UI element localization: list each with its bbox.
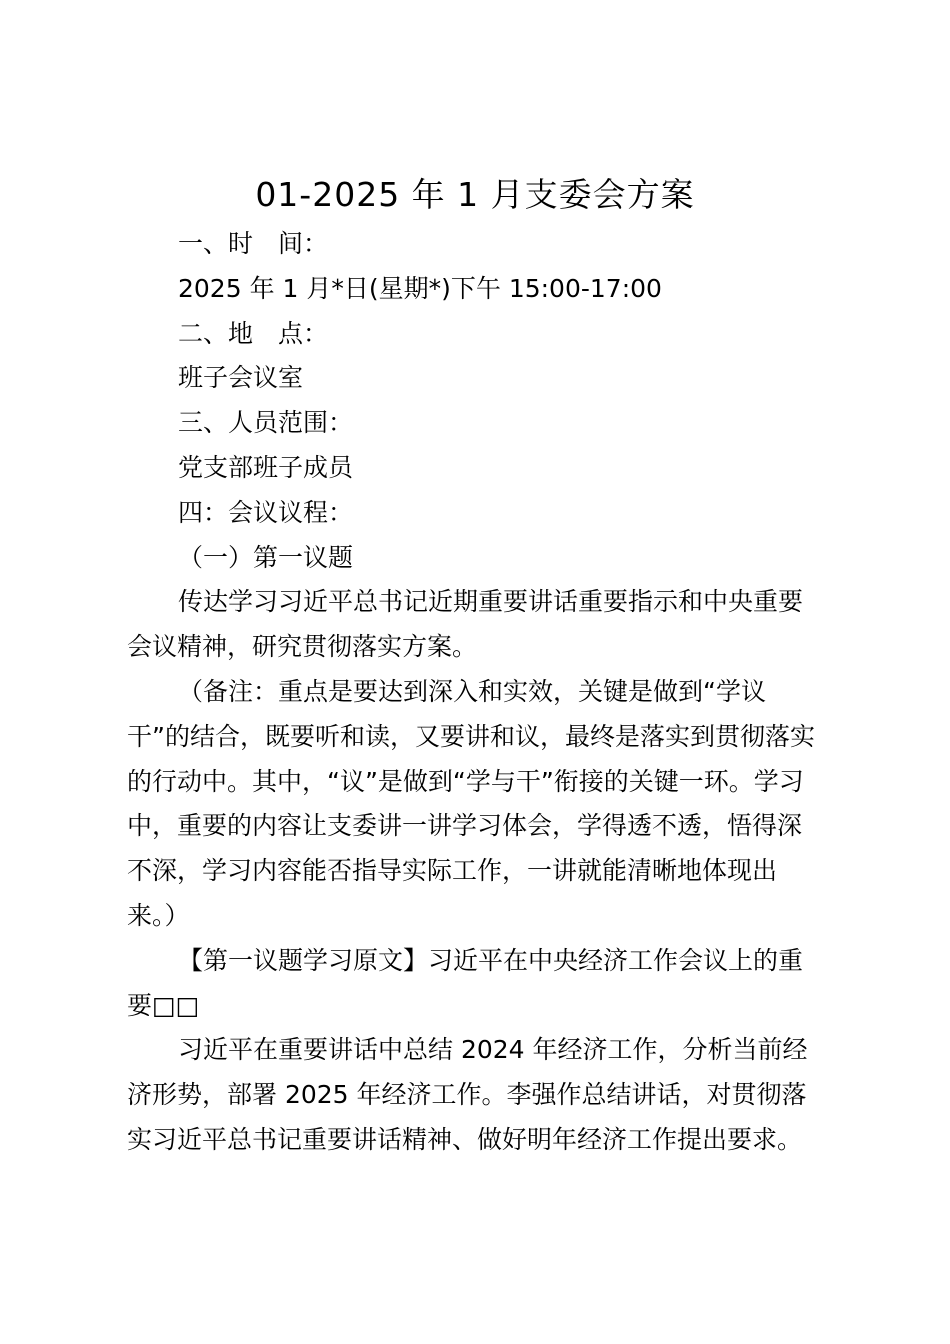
- meeting-time: 2025 年 1 月*日(星期*)下午 15:00-17:00: [178, 273, 662, 303]
- document-title: 01-2025 年 1 月支委会方案: [255, 175, 695, 214]
- note-line: 来。）: [127, 900, 190, 930]
- note-line: （备注：重点是要达到深入和实效，关键是做到“学议: [178, 676, 766, 706]
- paragraph-line: 会议精神，研究贯彻落实方案。: [127, 632, 478, 662]
- meeting-location: 班子会议室: [178, 363, 304, 393]
- section-heading-agenda: 四：会议议程：: [178, 497, 354, 527]
- paragraph-line: 济形势，部署 2025 年经济工作。李强作总结讲话，对贯彻落: [127, 1080, 807, 1110]
- agenda-item-heading: （一）第一议题: [178, 542, 354, 572]
- meeting-attendees: 党支部班子成员: [178, 452, 354, 482]
- section-heading-time: 一、时 间：: [178, 229, 329, 258]
- section-heading-location: 二、地 点：: [178, 318, 329, 348]
- note-line: 的行动中。其中，“议”是做到“学与干”衔接的关键一环。学习: [127, 766, 804, 796]
- paragraph-line: 实习近平总书记重要讲话精神、做好明年经济工作提出要求。: [127, 1124, 803, 1154]
- note-line: 不深，学习内容能否指导实际工作，一讲就能清晰地体现出: [127, 856, 778, 886]
- section-heading-attendees: 三、人员范围：: [178, 408, 354, 438]
- note-line: 中，重要的内容让支委讲一讲学习体会，学得透不透，悟得深: [127, 811, 803, 841]
- note-line: 干”的结合，既要听和读，又要讲和议，最终是落实到贯彻落实: [127, 721, 815, 751]
- source-text-heading: 要□□: [127, 990, 200, 1020]
- paragraph-line: 习近平在重要讲话中总结 2024 年经济工作，分析当前经: [178, 1035, 808, 1065]
- document-body: [127, 222, 837, 1163]
- paragraph-line: 传达学习习近平总书记近期重要讲话重要指示和中央重要: [178, 587, 804, 617]
- source-text-heading: 【第一议题学习原文】习近平在中央经济工作会议上的重: [178, 945, 804, 975]
